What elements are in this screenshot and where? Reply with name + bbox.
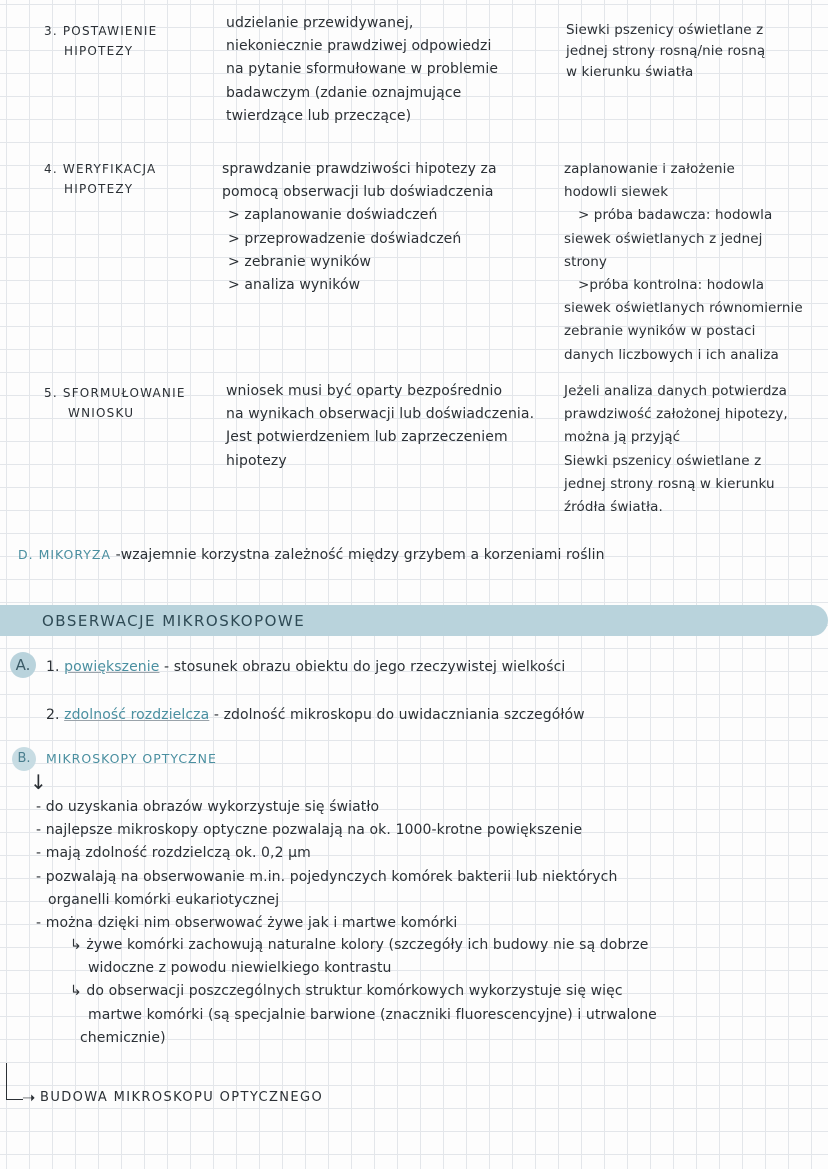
step-4-example-line: zaplanowanie i założenie: [564, 161, 735, 177]
step-5-example-line: jednej strony rosną w kierunku: [564, 475, 775, 492]
step-3-desc-line: badawczym (zdanie oznajmujące: [226, 84, 462, 101]
step-3-title-line1: POSTAWIENIE: [62, 24, 158, 38]
mikoryza-text: -wzajemnie korzystna zależność między grzybem a korzeniami roślin: [115, 547, 605, 563]
mikoryza-label: D. MIKORYZA: [18, 547, 112, 562]
arrow-down-icon: ↓: [30, 770, 47, 794]
subbullet-item: ↳ do obserwacji poszczególnych struktur komórkowych wykorzystuje się więc: [70, 983, 623, 1000]
step-3-example-line: w kierunku światła: [566, 64, 694, 80]
step-4-example-line: >próba kontrolna: hodowla: [578, 277, 765, 294]
step-5-example-line: prawdziwość założonej hipotezy,: [564, 406, 788, 423]
step-5-example-line: Siewki pszenicy oświetlane z: [564, 452, 762, 469]
def-zdolnosc-rozdzielcza: - zdolność mikroskopu do uwidaczniania szczegółów: [213, 707, 585, 723]
bullet-item: organelli komórki eukariotycznej: [48, 891, 280, 908]
step-5-example-line: Jeżeli analiza danych potwierdza: [564, 383, 788, 399]
step-4-example-line: hodowli siewek: [564, 184, 669, 201]
step-5-description: [226, 380, 534, 473]
step-5-number: 5.: [44, 386, 58, 400]
footer-title: BUDOWA MIKROSKOPU OPTYCZNEGO: [40, 1090, 324, 1105]
corner-arrow-line: [6, 1063, 23, 1100]
step-3-title: [44, 24, 157, 58]
step-4-desc-line: > przeprowadzenie doświadczeń: [228, 230, 462, 247]
step-5-desc-line: wniosek musi być oparty bezpośrednio: [226, 383, 503, 399]
step-4-example-line: siewek oświetlanych równomiernie: [564, 300, 803, 317]
def-powiekszenie: - stosunek obrazu obiektu do jego rzeczywistej wielkości: [164, 659, 566, 675]
step-5-title: [44, 386, 186, 420]
definition-powiekszenie: [46, 656, 565, 679]
step-4-desc-line: > zaplanowanie doświadczeń: [228, 207, 438, 224]
step-5-example-line: źródła światła.: [564, 499, 663, 516]
section-b-title: MIKROSKOPY OPTYCZNE: [46, 751, 217, 766]
step-5-desc-line: Jest potwierdzeniem lub zaprzeczeniem: [226, 429, 508, 446]
term-powiekszenie: powiększenie: [64, 659, 160, 675]
bullet-item: - do uzyskania obrazów wykorzystuje się światło: [36, 799, 380, 815]
step-3-desc-line: udzielanie przewidywanej,: [226, 15, 414, 31]
step-3-example-line: Siewki pszenicy oświetlane z: [566, 22, 764, 38]
mikoryza-definition: [18, 543, 605, 567]
section-title: OBSERWACJE MIKROSKOPOWE: [42, 612, 306, 630]
step-5-title-line1: SFORMUŁOWANIE: [62, 386, 186, 400]
step-3-description: [226, 12, 498, 128]
arrow-right-icon: ➝: [22, 1088, 36, 1107]
term-zdolnosc-rozdzielcza: zdolność rozdzielcza: [64, 707, 210, 723]
subbullet-item: ↳ żywe komórki zachowują naturalne kolory (szczegóły ich budowy nie są dobrze: [70, 937, 649, 953]
step-4-title-line1: WERYFIKACJA: [62, 162, 157, 176]
step-4-desc-line: pomocą obserwacji lub doświadczenia: [222, 184, 494, 201]
subbullet-item: chemicznie): [80, 1029, 166, 1046]
step-3-desc-line: na pytanie sformułowane w problemie: [226, 61, 499, 78]
step-4-description: [222, 158, 497, 297]
subbullet-item: widoczne z powodu niewielkiego kontrastu: [88, 960, 392, 977]
definition-zdolnosc-rozdzielcza: [46, 704, 585, 727]
section-b-subbullets: [70, 934, 657, 1050]
step-3-title-line2: HIPOTEZY: [64, 44, 134, 58]
section-b-bullets: [36, 796, 617, 935]
step-5-desc-line: hipotezy: [226, 452, 287, 469]
step-5-example: [564, 380, 788, 519]
step-4-example-line: siewek oświetlanych z jednej: [564, 230, 763, 247]
item-1-number: 1.: [46, 659, 60, 675]
step-3-desc-line: niekoniecznie prawdziwej odpowiedzi: [226, 38, 492, 55]
step-3-example-line: jednej strony rosną/nie rosną: [566, 43, 766, 59]
step-4-number: 4.: [44, 162, 58, 176]
step-4-desc-line: > analiza wyników: [228, 277, 361, 294]
step-4-example-line: zebranie wyników w postaci: [564, 323, 756, 340]
step-3-example: [566, 20, 765, 83]
bullet-item: - mają zdolność rozdzielczą ok. 0,2 μm: [36, 845, 311, 862]
step-3-number: 3.: [44, 24, 58, 38]
item-2-number: 2.: [46, 707, 60, 723]
step-4-example-line: > próba badawcza: hodowla: [578, 207, 773, 224]
bullet-item: - najlepsze mikroskopy optyczne pozwalają na ok. 1000-krotne powiększenie: [36, 822, 583, 839]
step-4-example: [564, 158, 803, 367]
step-5-example-line: można ją przyjąć: [564, 429, 681, 446]
step-4-desc-line: sprawdzanie prawdziwości hipotezy za: [222, 161, 497, 177]
step-4-title: [44, 162, 156, 196]
step-5-desc-line: na wynikach obserwacji lub doświadczenia.: [226, 406, 535, 423]
step-4-example-line: strony: [564, 253, 607, 270]
step-4-example-line: danych liczbowych i ich analiza: [564, 346, 779, 363]
step-4-desc-line: > zebranie wyników: [228, 253, 372, 270]
step-3-desc-line: twierdzące lub przeczące): [226, 107, 412, 124]
subbullet-item: martwe komórki (są specjalnie barwione (znaczniki fluorescencyjne) i utrwalone: [88, 1006, 657, 1023]
bullet-item: - można dzięki nim obserwować żywe jak i martwe komórki: [36, 915, 458, 932]
step-4-title-line2: HIPOTEZY: [64, 182, 134, 196]
bullet-item: - pozwalają na obserwowanie m.in. pojedynczych komórek bakterii lub niektórych: [36, 868, 618, 885]
section-a-badge: A.: [10, 652, 36, 678]
step-5-title-line2: WNIOSKU: [68, 406, 135, 420]
section-b-badge: B.: [12, 747, 36, 771]
